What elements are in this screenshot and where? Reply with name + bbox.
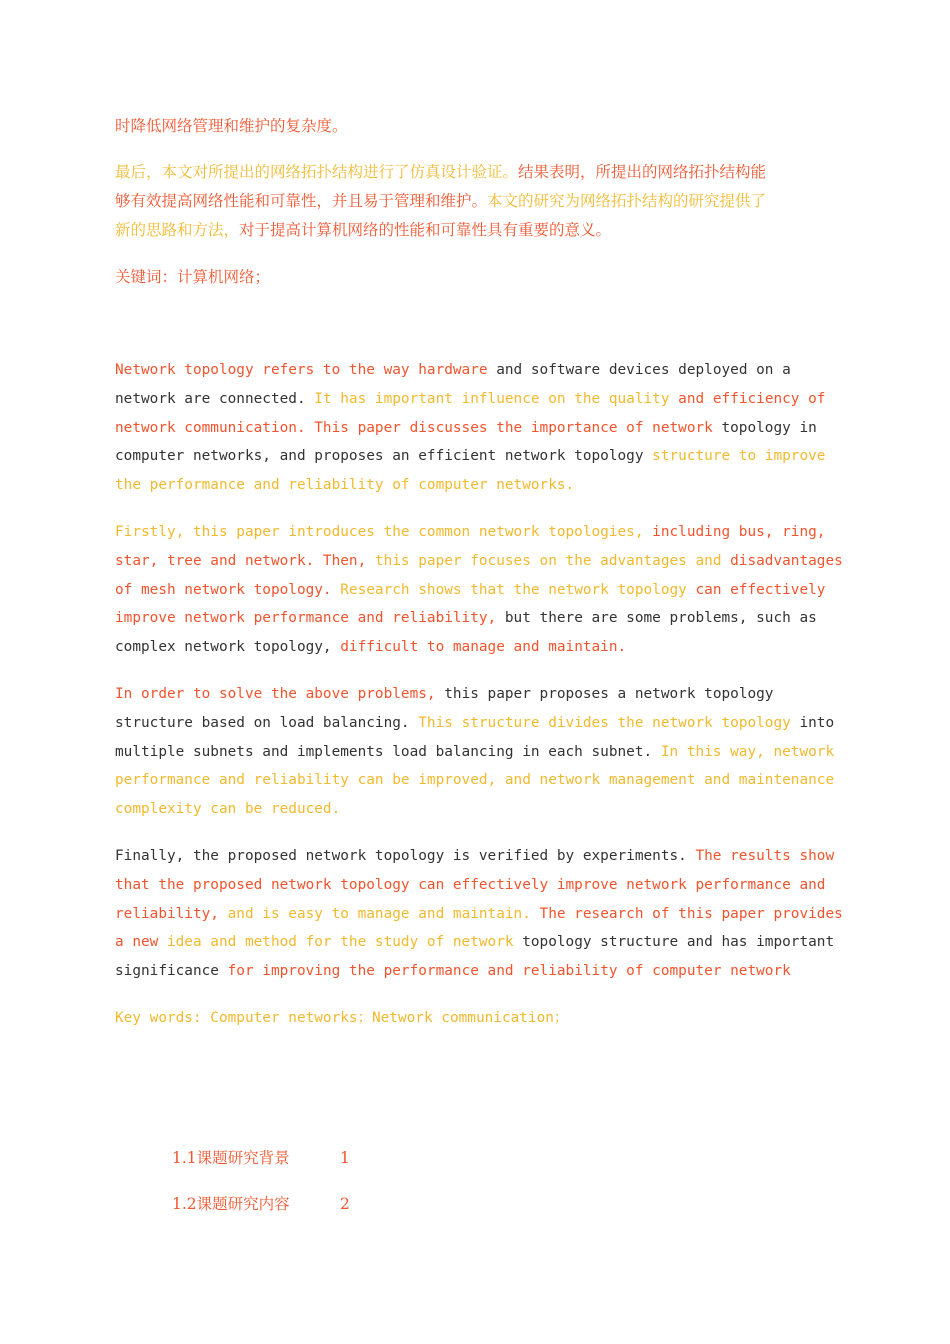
text-run: and software devices deployed on a	[487, 362, 791, 378]
text-line	[115, 518, 827, 547]
toc-entry-title: 课题研究内容	[196, 1195, 290, 1213]
text-line	[115, 900, 843, 929]
text-line	[115, 414, 827, 443]
text-run: into	[790, 714, 835, 731]
text-run: structure based on load balancing.	[115, 714, 419, 731]
toc-entry-number: 1.1	[172, 1149, 197, 1167]
text-run: topology in	[712, 419, 817, 436]
text-run: reliability,	[115, 905, 228, 922]
text-run: performance and reliability can be improved, and network management and maintenance	[115, 772, 835, 789]
text-run: including bus, ring,	[652, 524, 826, 540]
text-run: complex network topology,	[115, 639, 341, 656]
text-run: difficult to manage and maintain.	[340, 639, 627, 656]
en-abstract-paragraph-1	[115, 356, 827, 500]
text-run: Research shows that the network topology	[340, 581, 687, 598]
text-run: but there are some problems, such as	[496, 610, 817, 627]
text-run: this paper proposes a network topology	[435, 686, 774, 702]
text-line	[115, 216, 823, 245]
text-run: The research of this paper provides	[539, 905, 843, 922]
zh-conclusion-paragraph	[115, 158, 823, 244]
text-run: 最后，本文对所提出的网络拓扑结构进行了仿真设计验证。	[115, 163, 519, 181]
text-run: Firstly, this paper introduces the common network topologies,	[115, 524, 653, 540]
text-run: This structure divides the network topology	[418, 714, 791, 731]
text-run: structure to improve	[652, 448, 826, 465]
text-run: idea and method for the study of network	[166, 934, 514, 951]
text-line	[115, 871, 827, 900]
text-run: network communication. This paper discusses the importance of network	[115, 419, 713, 436]
text-run: disadvantages	[721, 552, 843, 569]
text-run: a new	[115, 934, 167, 951]
text-line	[115, 356, 827, 385]
toc-entry-number: 1.2	[172, 1195, 197, 1213]
text-line	[115, 680, 827, 709]
text-run: for improving the performance and reliability of computer network	[227, 963, 791, 980]
text-run: of mesh network topology.	[115, 581, 341, 598]
text-line	[115, 795, 827, 824]
text-line	[115, 158, 823, 187]
en-abstract-paragraph-4	[115, 842, 843, 986]
toc-entry[interactable]	[172, 1147, 350, 1169]
text-run: and efficiency of	[669, 390, 826, 407]
text-line	[115, 957, 827, 986]
text-run: and is easy to manage and maintain.	[227, 905, 540, 922]
text-line	[115, 471, 827, 500]
text-run: star, tree and network. Then,	[115, 552, 375, 569]
text-run: It has important influence on the quality	[314, 390, 670, 407]
en-abstract-paragraph-2	[115, 518, 843, 662]
text-line	[115, 187, 823, 216]
toc-entry[interactable]	[172, 1193, 350, 1215]
text-run: In this way, network	[660, 743, 835, 760]
text-run: complexity can be reduced.	[115, 801, 341, 818]
text-run: network are connected.	[115, 390, 315, 407]
zh-continuation-line: 时降低网络管理和维护的复杂度。	[115, 117, 348, 135]
text-run: the performance and reliability of computer networks.	[115, 477, 575, 494]
toc-entry-page: 1	[340, 1149, 350, 1167]
toc-entry-page: 2	[340, 1195, 350, 1213]
text-run: that the proposed network topology can effectively improve network performance and	[115, 876, 826, 893]
en-abstract-paragraph-3	[115, 680, 835, 824]
text-line	[115, 385, 827, 414]
text-line	[115, 442, 827, 471]
text-run: multiple subnets and implements load balancing in each subnet.	[115, 743, 661, 760]
text-run: can effectively	[686, 581, 826, 598]
text-run: 本文的研究为网络拓扑结构的研究提供了	[487, 191, 767, 210]
text-run: significance	[115, 963, 228, 980]
text-run: this paper focuses on the advantages and	[374, 552, 722, 569]
en-keywords: Key words: Computer networks；Network communication；	[115, 1010, 569, 1026]
text-run: improve network performance and reliability,	[115, 610, 497, 627]
text-line	[115, 738, 835, 767]
toc-entry-title: 课题研究背景	[196, 1149, 290, 1167]
text-line	[115, 576, 827, 605]
zh-keywords: 关键词：计算机网络；	[115, 268, 271, 286]
text-run: In order to solve the above problems,	[115, 686, 436, 702]
text-line	[115, 842, 835, 871]
text-run: Finally, the proposed network topology is verified by experiments.	[115, 848, 696, 864]
text-run: 对于提高计算机网络的性能和可靠性具有重要的意义。	[239, 220, 612, 239]
text-run: topology structure and has important	[513, 934, 835, 951]
text-run: 够有效提高网络性能和可靠性，并且易于管理和维护。	[115, 191, 488, 210]
text-run: computer networks, and proposes an efficient network topology	[115, 448, 653, 465]
text-line	[115, 766, 835, 795]
text-line	[115, 633, 827, 662]
text-run: 新的思路和方法，	[115, 220, 240, 239]
text-line	[115, 547, 843, 576]
text-line	[115, 709, 835, 738]
text-run: Network topology refers to the way hardware	[115, 362, 488, 378]
text-run: 结果表明，所提出的网络拓扑结构能	[518, 163, 767, 181]
text-run: The results show	[695, 848, 835, 864]
text-line	[115, 604, 827, 633]
text-line	[115, 928, 835, 957]
